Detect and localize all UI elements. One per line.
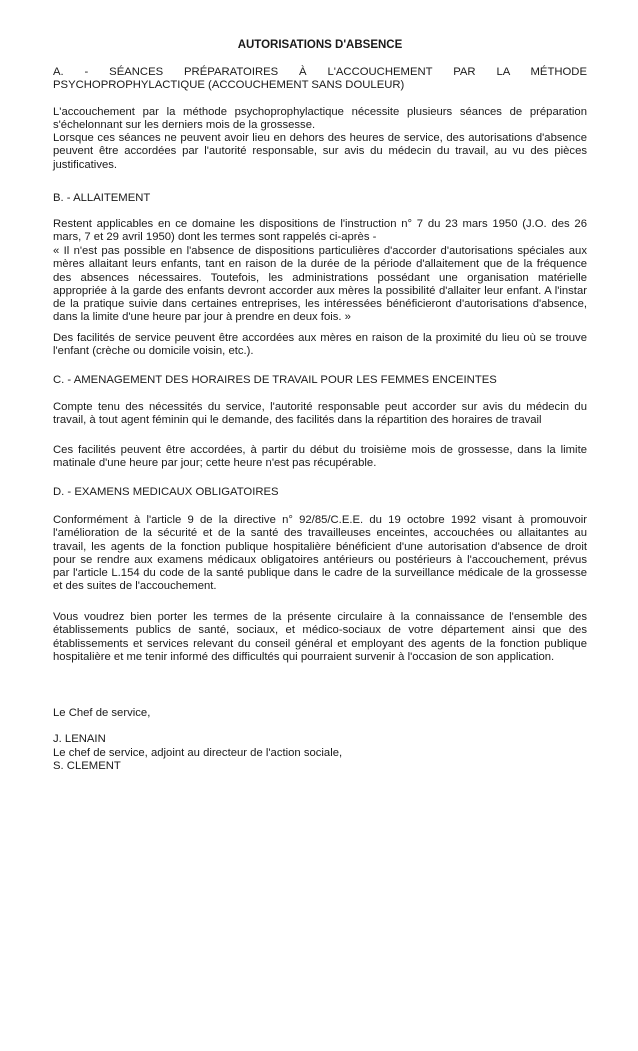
section-d-paragraph-1: Conformément à l'article 9 de la directive n° 92/85/C.E.E. du 19 octobre 1992 visant à promouvoir l'amélioration de la sécurité et de la santé des travailleuses enceintes, accouchées ou allaitantes au travail, les agents de la fonction publique hospitalière bénéficient d'une autorisation d'absence de droit pour se rendre aux examens médicaux obligatoires antérieurs ou postérieurs à l'accouchement, prévus par l'article L.154 du code de la santé publique dans le cadre de la surveillance médicale de la grossesse et des suites de l'accouchement. <box>53 514 587 593</box>
section-d-paragraph-2: Vous voudrez bien porter les termes de la présente circulaire à la connaissance de l'ensemble des établissements publics de santé, sociaux, et médico-sociaux de votre département ainsi que des établissements et services relevant du conseil général et employant des agents de la fonction publique hospitalière et me tenir informé des difficultés qui pourraient survenir à l'occasion de son application. <box>53 611 587 663</box>
section-d-heading: D. - EXAMENS MEDICAUX OBLIGATOIRES <box>53 486 279 498</box>
document-page <box>53 0 587 1051</box>
section-c-paragraph-1: Compte tenu des nécessités du service, l'autorité responsable peut accorder sur avis du médecin du travail, à tout agent féminin qui le demande, des facilités dans la répartition des horaires de travail <box>53 401 587 427</box>
signature-title-2: Le chef de service, adjoint au directeur de l'action sociale, <box>53 746 343 759</box>
section-b-paragraph-2: Des facilités de service peuvent être accordées aux mères en raison de la proximité du lieu où se trouve l'enfant (crèche ou domicile voisin, etc.). <box>53 332 587 358</box>
section-a-heading-line1: A. - SÉANCES PRÉPARATOIRES À L'ACCOUCHEMENT PAR LA MÉTHODE <box>53 66 587 78</box>
section-a-paragraph-2: Lorsque ces séances ne peuvent avoir lieu en dehors des heures de service, des autorisations d'absence peuvent être accordées par l'autorité responsable, sur avis du médecin du travail, au vu des pièces justificatives. <box>53 132 587 171</box>
section-a-paragraph-1: L'accouchement par la méthode psychoprophylactique nécessite plusieurs séances de préparation s'échelonnant sur les derniers mois de la grossesse. <box>53 106 587 132</box>
signature-title: Le Chef de service, <box>53 707 151 719</box>
section-c-paragraph-2: Ces facilités peuvent être accordées, à partir du début du troisième mois de grossesse, dans la limite matinale d'une heure par jour; cette heure n'est pas récupérable. <box>53 444 587 470</box>
signature-block <box>53 707 587 773</box>
section-b-heading: B. - ALLAITEMENT <box>53 192 151 204</box>
section-a-heading-line2: PSYCHOPROPHYLACTIQUE (ACCOUCHEMENT SANS DOULEUR) <box>53 79 405 92</box>
section-b-quote: « Il n'est pas possible en l'absence de dispositions particulières d'accorder d'autorisations spéciales aux mères allaitant leurs enfants, tant en raison de la durée de la période d'allaitement que de la fréquence des absences nécessaires. Toutefois, les administrations possédant une organisation matérielle appropriée à la garde des enfants devront accorder aux mères la possibilité d'allaiter leur enfant. A l'instar de la pratique suivie dans certaines entreprises, les intéressées bénéficieront d'autorisations d'absence, dans la limite d'une heure par jour à prendre en deux fois. » <box>53 245 587 324</box>
section-a-heading <box>53 66 587 93</box>
section-c-heading: C. - AMENAGEMENT DES HORAIRES DE TRAVAIL POUR LES FEMMES ENCEINTES <box>53 374 497 386</box>
section-b-paragraph-1: Restent applicables en ce domaine les dispositions de l'instruction n° 7 du 23 mars 1950 (J.O. des 26 mars, 7 et 29 avril 1950) dont les termes sont rappelés ci-après - <box>53 218 587 244</box>
document-title: AUTORISATIONS D'ABSENCE <box>237 39 403 51</box>
signature-name-2: S. CLEMENT <box>53 759 121 772</box>
signature-name-1: J. LENAIN <box>53 733 106 746</box>
